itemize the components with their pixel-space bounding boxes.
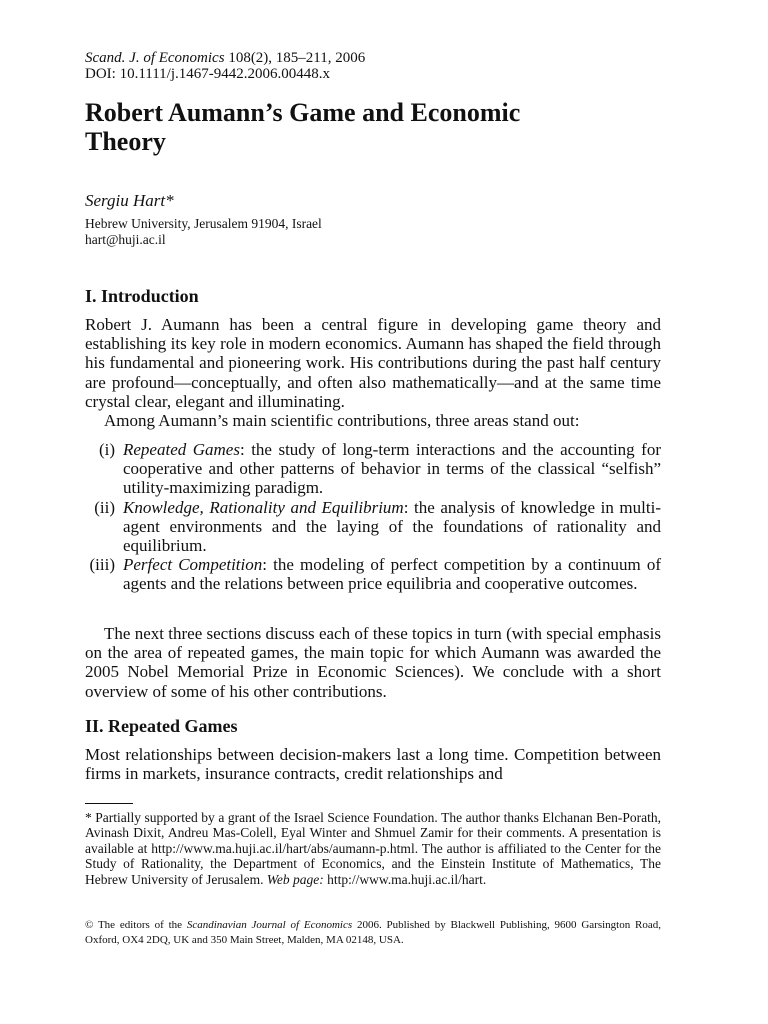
intro-paragraph-3: The next three sections discuss each of these topics in turn (with special emphasis on the area of repeated games, the main topic for which Aumann was awarded the 2005 Nobel Memorial Prize in Economic Sciences). We conclude with a short overview of some of his other contributions.: [85, 624, 661, 701]
list-item: [85, 440, 661, 498]
list-term: Perfect Competition: [123, 555, 263, 575]
copyright-text: [85, 918, 661, 948]
footnote-web-label: Web page:: [266, 871, 324, 887]
journal-volume: 108(2), 185–211, 2006: [224, 50, 366, 66]
introduction-conclusion: [85, 624, 661, 701]
footnote-web-url: http://www.ma.huji.ac.il/hart.: [323, 871, 487, 887]
list-term: Repeated Games: [123, 440, 240, 459]
list-text: : the analysis of knowledge in multi-agent environments and the laying of the foundations of rationality and equilibrium.: [123, 497, 661, 556]
intro-paragraph-1: Robert J. Aumann has been a central figure in developing game theory and establishing its key role in modern economics. Aumann has shaped the field through his fundamental and pioneering work. His contributions during the past half century are profound—conceptually, and often also mathematically—and at the same time crystal clear, elegant and illuminating.: [85, 315, 661, 411]
author-affiliation: Hebrew University, Jerusalem 91904, Israel: [85, 216, 322, 231]
repeated-games-body: [85, 745, 661, 783]
copyright-journal: Scandinavian Journal of Economics: [186, 919, 353, 931]
copyright-suffix: 2006. Published by Blackwell Publishing, 9600 Garsington Road, Oxford, OX4 2DQ, UK and 350 Main Street, Malden, MA 02148, USA.: [85, 919, 661, 946]
footnote-body: * Partially supported by a grant of the Israel Science Foundation. The author thanks Elchanan Ben-Porath, Avinash Dixit, Andreu Mas-Colell, Eyal Winter and Shmuel Zamir for their comments. A presentation is available at http://www.ma.huji.ac.il/hart/abs/aumann-p.html. The author is affiliated to the Center for the Study of Rationality, the Department of Economics, and the Einstein Institute of Mathematics, The Hebrew University of Jerusalem.: [85, 810, 661, 887]
author-name: Sergiu Hart*: [85, 191, 174, 210]
author-email: hart@huji.ac.il: [85, 232, 166, 247]
journal-citation: [85, 50, 661, 66]
list-item: [85, 555, 661, 593]
title-line-2: Theory: [85, 127, 166, 156]
footnote-text: [85, 810, 661, 887]
section-heading-introduction: I. Introduction: [85, 286, 199, 306]
footnote-divider: [85, 803, 133, 804]
copyright-prefix: © The editors of the: [85, 919, 187, 931]
list-number: (ii): [94, 497, 115, 517]
list-number: (i): [98, 440, 115, 459]
repeated-paragraph-1: Most relationships between decision-makers last a long time. Competition between firms in markets, insurance contracts, credit relationships and: [85, 745, 661, 784]
list-term: Knowledge, Rationality and Equilibrium: [123, 497, 404, 517]
list-number: (iii): [89, 555, 115, 575]
intro-paragraph-2: Among Aumann’s main scientific contributions, three areas stand out:: [104, 411, 580, 431]
list-text: : the study of long-term interactions and the accounting for cooperative and other patterns of behavior in terms of the classical “selfish” utility-maximizing paradigm.: [123, 440, 661, 498]
copyright-notice: [85, 918, 661, 948]
footnote: [85, 810, 661, 887]
paper-title: [85, 98, 661, 156]
introduction-body: [85, 315, 661, 430]
journal-name: Scand. J. of Economics: [85, 50, 225, 66]
title-line-1: Robert Aumann’s Game and Economic: [85, 98, 521, 127]
contribution-list: [85, 440, 661, 594]
section-heading-repeated-games: II. Repeated Games: [85, 716, 238, 736]
list-text: : the modeling of perfect competition by a continuum of agents and the relations between price equilibria and cooperative outcomes.: [123, 555, 661, 594]
doi: DOI: 10.1111/j.1467-9442.2006.00448.x: [85, 66, 330, 82]
list-item: [85, 498, 661, 556]
